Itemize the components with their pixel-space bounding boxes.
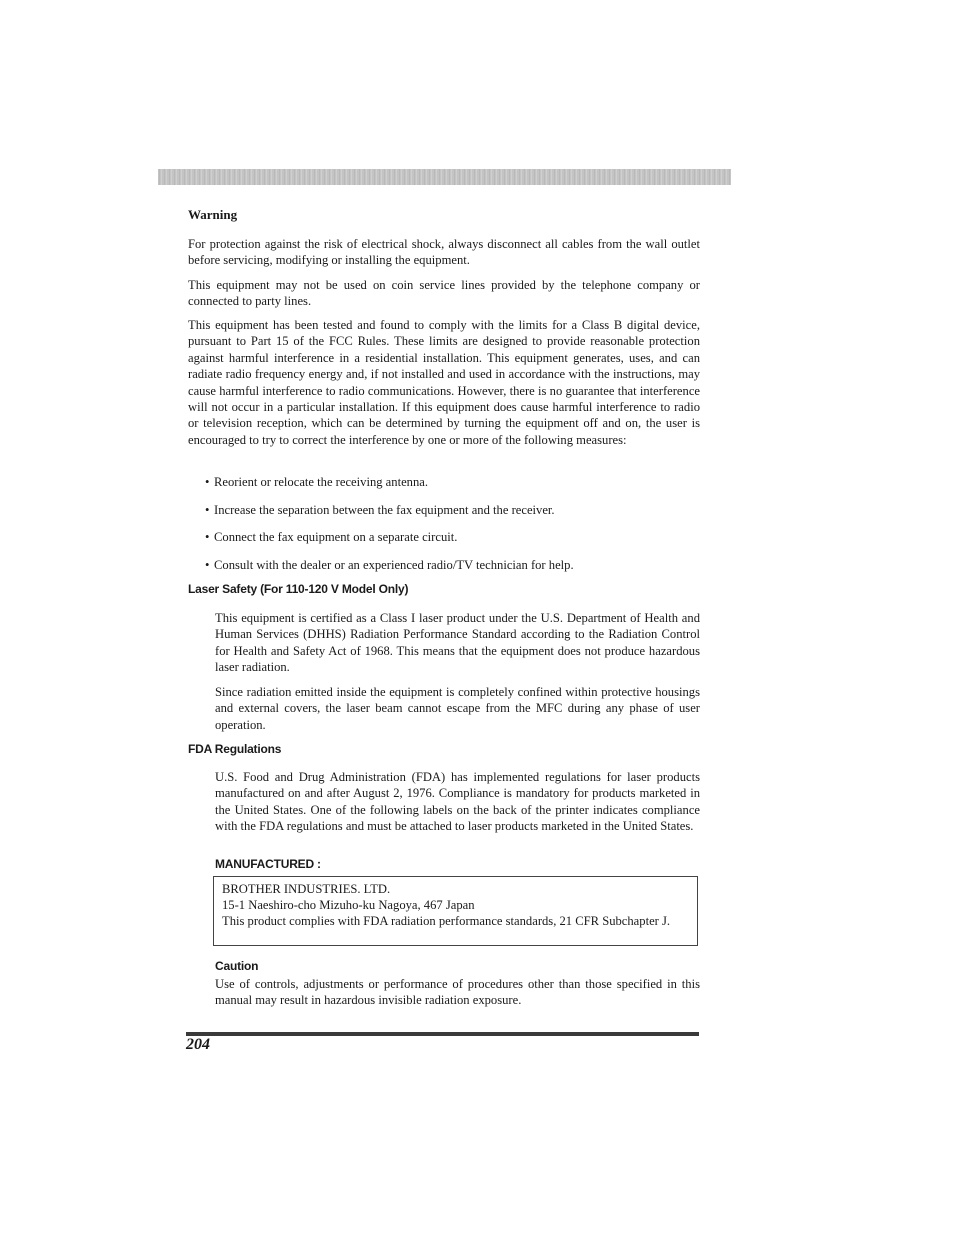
caution-paragraph: Use of controls, adjustments or performance of procedures other than those specified in this manual may result in hazardous invisible radiation exposure. <box>215 977 700 1008</box>
page-number: 204 <box>186 1036 210 1053</box>
laser-paragraph-2: Since radiation emitted inside the equipment is completely confined within protective housings and external covers, the laser beam cannot escape from the MFC during any phase of user operation. <box>215 685 700 732</box>
bullet-icon: • <box>205 530 210 544</box>
caution-heading: Caution <box>215 959 259 973</box>
laser-safety-heading: Laser Safety (For 110-120 V Model Only) <box>188 582 409 596</box>
warning-paragraph-3: This equipment has been tested and found to comply with the limits for a Class B digital device, pursuant to Part 15 of the FCC Rules. These limits are designed to provide reasonable protection against harmful interference in a residential installation. This equipment generates, uses, and can radiate radio frequency energy and, if not installed and used in accordance with the instructions, may cause harmful interference to radio communications. However, there is no guarantee that interference will not occur in a particular installation. If this equipment does cause harmful interference to radio or television reception, which can be determined by turning the equipment off and on, the user is encouraged to try to correct the interference by one or more of the following measures: <box>188 318 700 447</box>
warning-heading: Warning <box>188 207 238 222</box>
header-band <box>158 169 731 185</box>
warning-paragraph-2: This equipment may not be used on coin service lines provided by the telephone company or connected to party lines. <box>188 278 700 309</box>
laser-paragraph-1: This equipment is certified as a Class I laser product under the U.S. Department of Health and Human Services (DHHS) Radiation Performance Standard according to the Radiation Control for Health and Safety Act of 1968. This means that the equipment does not produce hazardous laser radiation. <box>215 611 700 675</box>
bullet-icon: • <box>205 557 210 572</box>
warning-paragraph-1: For protection against the risk of electrical shock, always disconnect all cables from the wall outlet before servicing, modifying or installing the equipment. <box>188 237 700 268</box>
fda-paragraph: U.S. Food and Drug Administration (FDA) has implemented regulations for laser products manufactured on and after August 2, 1976. Compliance is mandatory for products marketed in the United States. One of the following labels on the back of the printer indicates compliance with the FDA regulations and must be attached to laser products marketed in the United States. <box>215 770 700 834</box>
bullet-icon: • <box>205 475 210 489</box>
bullet-icon: • <box>205 502 210 517</box>
manufacturer-address: 15-1 Naeshiro-cho Mizuho-ku Nagoya, 467 Japan <box>222 898 475 913</box>
list-item: • Connect the fax equipment on a separate circuit. <box>205 530 458 544</box>
list-item: • Consult with the dealer or an experienced radio/TV technician for help. <box>205 557 574 572</box>
manufactured-heading: MANUFACTURED : <box>215 857 321 871</box>
manufacturer-name: BROTHER INDUSTRIES. LTD. <box>222 882 391 896</box>
list-item: • Reorient or relocate the receiving antenna. <box>205 475 428 489</box>
list-item: • Increase the separation between the fax equipment and the receiver. <box>205 502 555 517</box>
fda-heading: FDA Regulations <box>188 742 282 756</box>
footer-rule <box>186 1032 699 1036</box>
compliance-statement: This product complies with FDA radiation performance standards, 21 CFR Subchapter J. <box>222 914 671 929</box>
manufacturer-label-box <box>213 876 698 946</box>
measures-list <box>205 474 574 584</box>
